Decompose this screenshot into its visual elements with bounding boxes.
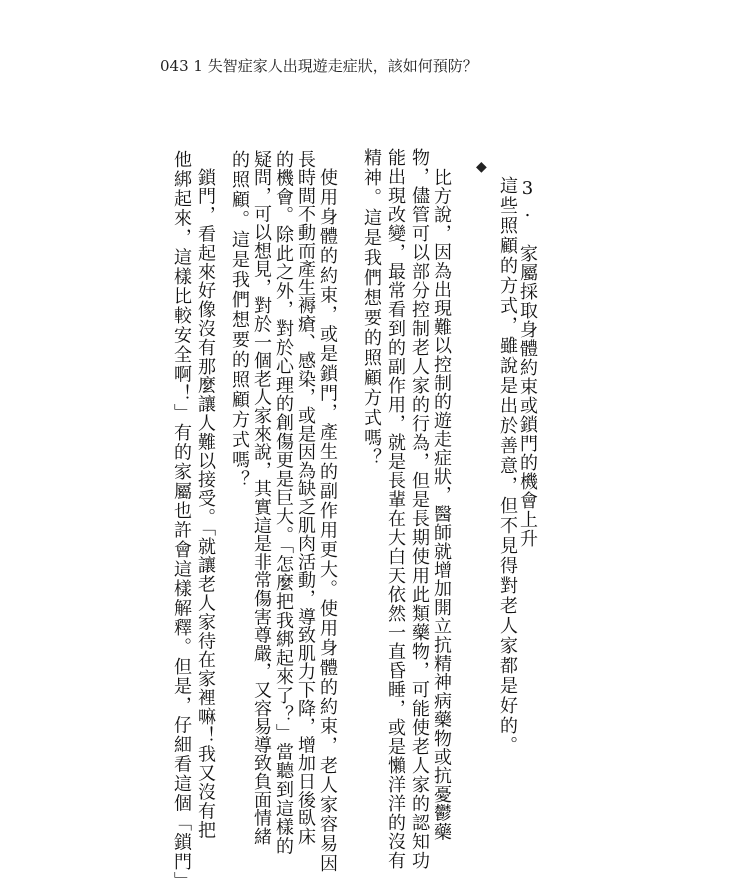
column-paragraph-2e: 的照顧。這是我們想要的照顧方式嗎？ — [229, 150, 250, 490]
column-paragraph-1a: 比方說，因為出現難以控制的遊走症狀，醫師就增加開立抗精神病藥物或抗憂鬱藥 — [431, 168, 452, 842]
column-paragraph-2d: 疑問，可以想見，對於一個老人家來說，其實這是非常傷害尊嚴，又容易導致負面情緒 — [251, 150, 272, 846]
column-paragraph-3a: 鎖門，看起來好像沒有那麼讓人難以接受。「就讓老人家待在家裡嘛！我又沒有把 — [195, 168, 216, 840]
column-section-heading: 3. 家屬採取身體約束或鎖門的機會上升 — [517, 178, 538, 548]
column-paragraph-2b: 長時間不動而產生褥瘡、感染，或是因為缺乏肌肉活動，導致肌力下降，增加日後臥床 — [295, 150, 316, 846]
column-paragraph-2c: 的機會。除此之外，對於心理的創傷更是巨大。「怎麼把我綁起來了？」當聽到這樣的 — [273, 150, 294, 856]
column-paragraph-1d: 精神。這是我們想要的照顧方式嗎？ — [361, 148, 382, 468]
running-head: 043 1 失智症家人出現遊走症狀，該如何預防？ — [160, 57, 478, 75]
column-paragraph-2a: 使用身體的約束，或是鎖門，產生的副作用更大。使用身體的約束，老人家容易因 — [317, 168, 338, 874]
column-paragraph-1b: 物，儘管可以部分控制老人家的行為，但是長期使用此類藥物，可能使老人家的認知功 — [409, 148, 430, 870]
column-intro: 這些照顧的方式，雖說是出於善意，但不見得對老人家都是好的。 — [497, 176, 518, 756]
diamond-bullet-icon: ◆ — [476, 159, 487, 175]
column-paragraph-1c: 能出現改變，最常看到的副作用，就是長輩在大白天依然一直昏睡，或是懶洋洋的沒有 — [385, 148, 406, 870]
column-paragraph-3b: 他綁起來，這樣比較安全啊！」有的家屬也許會這樣解釋。但是，仔細看這個「鎖門」 — [171, 150, 192, 891]
